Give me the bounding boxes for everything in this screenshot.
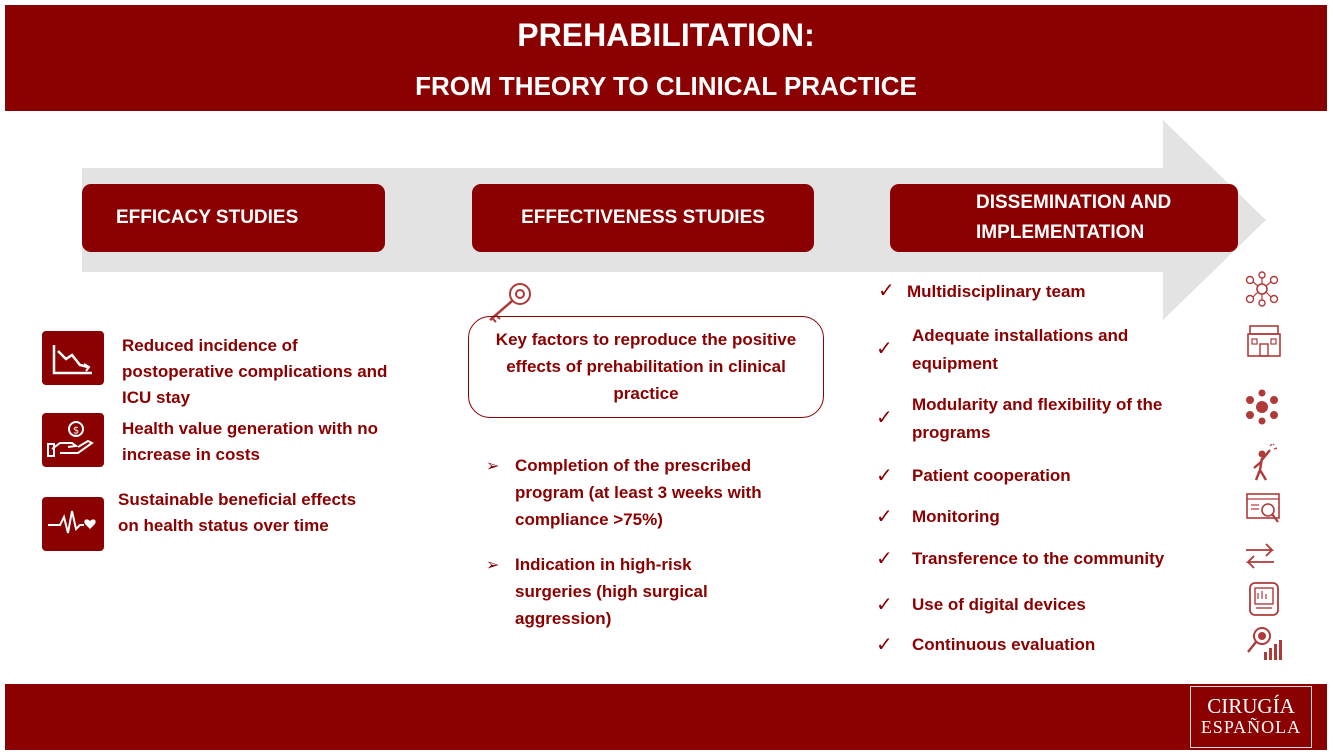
requirement-monitoring: [912, 503, 1000, 531]
monitor-magnifier-icon: [1244, 490, 1284, 528]
page-title: PREHABILITATION:: [517, 17, 815, 53]
stage-label: EFFICACY STUDIES: [116, 207, 299, 228]
modules-cluster-icon: [1242, 388, 1282, 426]
requirement-transference-community: [912, 545, 1164, 573]
declining-chart-icon: [42, 331, 104, 385]
hand-coin-icon: [42, 413, 104, 467]
magnifier-bars-icon: [1244, 624, 1284, 662]
benefit-line: Sustainable beneficial effects: [118, 490, 357, 509]
journal-logo: [1190, 686, 1312, 748]
requirement-line: Adequate installations and: [912, 326, 1129, 345]
benefit-line: Reduced incidence of: [122, 336, 298, 355]
svg-text:$: $: [72, 425, 80, 437]
requirement-installations-equipment: [912, 322, 1128, 378]
stage-effectiveness-studies: [472, 184, 814, 252]
condition-line: Indication in high-risk: [515, 555, 692, 574]
checkmark-icon: ✓: [878, 280, 895, 302]
key-factors-line: practice: [613, 384, 679, 403]
benefit-line: on health status over time: [118, 516, 329, 535]
heartbeat-icon: [42, 497, 104, 551]
stage-label-line1: DISSEMINATION AND: [976, 192, 1172, 213]
key-factors-box: [468, 316, 824, 418]
requirement-modularity-flexibility: [912, 391, 1162, 447]
key-factors-line: Key factors to reproduce the positive: [495, 330, 797, 349]
checkmark-icon: ✓: [876, 506, 893, 528]
benefit-sustainable-effects: [118, 487, 356, 539]
wearable-device-icon: [1244, 580, 1284, 618]
benefit-line: ICU stay: [122, 388, 191, 407]
condition-line: compliance >75%): [515, 510, 663, 529]
condition-line: surgeries (high surgical: [515, 582, 708, 601]
logo-line2: ESPAÑOLA: [1200, 717, 1302, 737]
benefit-line: increase in costs: [122, 445, 260, 464]
person-raising-hand-icon: [1244, 444, 1284, 482]
requirement-line: Patient cooperation: [912, 466, 1071, 485]
requirement-line: Monitoring: [912, 507, 1000, 526]
condition-completion: [515, 452, 762, 533]
requirement-line: programs: [912, 423, 991, 442]
benefit-line: Health value generation with no: [122, 419, 378, 438]
condition-line: program (at least 3 weeks with: [515, 483, 762, 502]
condition-line: aggression): [515, 609, 612, 628]
requirement-line: Modularity and flexibility of the: [912, 395, 1163, 414]
key-factors-line: effects of prehabilitation in clinical: [506, 357, 786, 376]
stage-efficacy-studies: [82, 184, 385, 252]
benefit-reduced-complications: [122, 333, 387, 411]
checkmark-icon: ✓: [876, 338, 893, 360]
benefit-line: postoperative complications and: [122, 362, 388, 381]
benefit-health-value: [122, 416, 378, 468]
footer-banner: [5, 684, 1327, 750]
exchange-arrows-icon: [1240, 536, 1280, 574]
requirement-line: Use of digital devices: [912, 595, 1086, 614]
requirement-line: equipment: [912, 354, 998, 373]
checkmark-icon: ✓: [876, 407, 893, 429]
page-subtitle: FROM THEORY TO CLINICAL PRACTICE: [415, 71, 917, 101]
condition-high-risk: [515, 551, 708, 632]
checkmark-icon: ✓: [876, 465, 893, 487]
checkmark-icon: ✓: [876, 594, 893, 616]
logo-line1: CIRUGÍA: [1207, 694, 1295, 718]
requirement-patient-cooperation: [912, 462, 1071, 490]
checkmark-icon: ✓: [876, 548, 893, 570]
requirement-line: Multidisciplinary team: [907, 282, 1086, 301]
checkmark-icon: ✓: [876, 634, 893, 656]
building-icon: [1244, 322, 1284, 360]
stage-label: EFFECTIVENESS STUDIES: [521, 207, 765, 228]
requirement-line: Transference to the community: [912, 549, 1165, 568]
stage-dissemination-implementation: [890, 184, 1238, 252]
arrowhead-bullet-icon: ➢: [486, 557, 500, 574]
requirement-multidisciplinary-team: [907, 278, 1086, 306]
team-network-icon: [1242, 270, 1282, 308]
stage-label-line2: IMPLEMENTATION: [976, 222, 1145, 243]
condition-line: Completion of the prescribed: [515, 456, 752, 475]
arrowhead-bullet-icon: ➢: [486, 458, 500, 475]
requirement-digital-devices: [912, 591, 1086, 619]
requirement-continuous-evaluation: [912, 631, 1095, 659]
requirement-line: Continuous evaluation: [912, 635, 1096, 654]
